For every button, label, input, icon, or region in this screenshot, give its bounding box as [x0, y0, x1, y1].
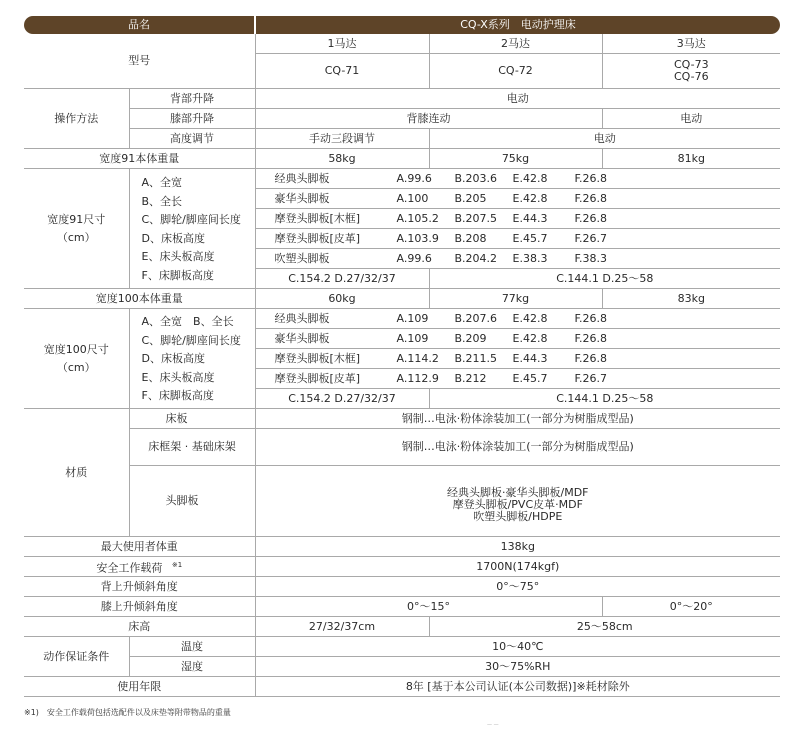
max-user-label: 最大使用者体重 [24, 537, 255, 557]
size100-cd-m1: C.154.2 D.27/32/37 [255, 389, 429, 409]
dim-f: F.26.8 [574, 311, 608, 325]
material-label: 材质 [24, 409, 129, 537]
dim-b: B.212 [454, 371, 487, 385]
board-name: 豪华头脚板 [274, 191, 330, 205]
safe-load-label-cell [24, 557, 255, 577]
bed-height-label: 床高 [24, 617, 255, 637]
cond-humid-label: 湿度 [129, 657, 255, 677]
weight91-m1: 58kg [255, 149, 429, 169]
dim-b: B.208 [454, 231, 487, 245]
lifespan-label: 使用年限 [24, 677, 255, 697]
material-bed-label: 床板 [129, 409, 255, 429]
dim-a: A.100 [396, 191, 429, 205]
size100-key: C、脚轮/脚座间长度 [141, 333, 241, 347]
material-bed-row [24, 409, 780, 429]
knee-angle-label: 膝上升倾斜角度 [24, 597, 255, 617]
dim-f: F.26.8 [574, 211, 608, 225]
dim-f: F.38.3 [574, 251, 608, 265]
op-back-label: 背部升降 [129, 89, 255, 109]
dim-e: E.42.8 [512, 191, 548, 205]
material-board-line: 经典头脚板·豪华头脚板/MDF [447, 486, 589, 499]
bed-height-row [24, 617, 780, 637]
board-name: 摩登头脚板[皮革] [274, 231, 361, 245]
size91-key: D、床板高度 [141, 231, 205, 245]
dim-e: E.44.3 [512, 351, 548, 365]
dim-a: A.103.9 [396, 231, 439, 245]
board-name: 摩登头脚板[木框] [274, 351, 361, 365]
weight91-m2: 75kg [429, 149, 602, 169]
op-height-m23: 电动 [429, 129, 780, 149]
dim-f: F.26.8 [574, 171, 608, 185]
safe-load-label: 安全工作载荷 [96, 561, 163, 575]
material-frame-label: 床框架 · 基础床架 [129, 429, 255, 466]
cond-humid-value: 30～75%RH [255, 657, 780, 677]
safe-load-row [24, 557, 780, 577]
material-board-line: 摩登头脚板/PVC皮革·MDF [452, 498, 583, 511]
size100-key: E、床头板高度 [141, 370, 215, 384]
bed-height-m1: 27/32/37cm [255, 617, 429, 637]
dim-e: E.42.8 [512, 171, 548, 185]
footnote: ※1) 安全工作载荷包括选配件以及床垫等附带物品的重量 [24, 708, 231, 717]
model-3a: CQ-73 [673, 58, 709, 71]
size100-label [24, 309, 129, 409]
size91-key: F、床脚板高度 [141, 268, 214, 282]
cond-humid-row [24, 657, 780, 677]
size91-key: A、全宽 [141, 176, 183, 189]
size100-key: A、全宽 B、全长 [141, 315, 234, 328]
material-board-label: 头脚板 [129, 466, 255, 537]
material-board-value [255, 466, 780, 537]
dim-f: F.26.7 [574, 231, 608, 245]
size91-dim-row [255, 249, 780, 269]
dim-a: A.114.2 [396, 351, 439, 365]
page-mark: — — [487, 722, 499, 728]
model-3 [602, 54, 780, 89]
model-label: 型号 [24, 34, 255, 89]
operation-label: 操作方法 [24, 89, 129, 149]
board-name: 经典头脚板 [274, 171, 330, 185]
size91-dim-row [255, 169, 780, 189]
size91-cd-m23: C.144.1 D.25～58 [429, 269, 780, 289]
bed-height-m23: 25～58cm [429, 617, 780, 637]
size91-keys [129, 169, 255, 289]
safe-load-mark: ※1 [171, 560, 183, 569]
size91-row [24, 169, 780, 189]
size91-dim-row [255, 229, 780, 249]
motor-row [24, 34, 780, 54]
size100-dim-row [255, 349, 780, 369]
size100-dim-row [255, 309, 780, 329]
dim-e: E.44.3 [512, 211, 548, 225]
size91-key: B、全长 [141, 194, 183, 208]
size91-label [24, 169, 129, 289]
weight100-label: 宽度100本体重量 [24, 289, 255, 309]
dim-b: B.209 [454, 331, 487, 345]
board-name: 豪华头脚板 [274, 331, 330, 345]
dim-b: B.203.6 [454, 171, 498, 185]
header-name-cell: 品名 [24, 16, 255, 34]
model-2: CQ-72 [429, 54, 602, 89]
op-height-m1: 手动三段调节 [255, 129, 429, 149]
material-bed-value: 钢制…电泳·粉体涂装加工(一部分为树脂成型品) [255, 409, 780, 429]
op-height-label: 高度调节 [129, 129, 255, 149]
dim-a: A.109 [396, 331, 429, 345]
board-name: 摩登头脚板[木框] [274, 211, 361, 225]
knee-angle-m12: 0°～15° [255, 597, 602, 617]
dim-b: B.204.2 [454, 251, 498, 265]
knee-angle-row [24, 597, 780, 617]
size100-key: F、床脚板高度 [141, 389, 214, 402]
dim-e: E.45.7 [512, 371, 548, 385]
motor-3: 3马达 [602, 34, 780, 54]
weight100-row [24, 289, 780, 309]
max-user-row [24, 537, 780, 557]
weight91-label: 宽度91本体重量 [24, 149, 255, 169]
header-row [24, 16, 780, 34]
cond-temp-row [24, 637, 780, 657]
op-knee-row [24, 109, 780, 129]
back-angle-row [24, 577, 780, 597]
dim-b: B.205 [454, 191, 487, 205]
safe-load-value: 1700N(174kgf) [255, 557, 780, 577]
op-knee-label: 膝部升降 [129, 109, 255, 129]
max-user-value: 138kg [255, 537, 780, 557]
op-knee-m3: 电动 [602, 109, 780, 129]
op-back-row [24, 89, 780, 109]
weight100-m1: 60kg [255, 289, 429, 309]
op-back-value: 电动 [255, 89, 780, 109]
dim-f: F.26.7 [574, 371, 608, 385]
size100-keys [129, 309, 255, 409]
material-frame-row [24, 429, 780, 466]
weight100-m2: 77kg [429, 289, 602, 309]
weight91-m3: 81kg [602, 149, 780, 169]
motor-1: 1马达 [255, 34, 429, 54]
op-height-row [24, 129, 780, 149]
dim-e: E.42.8 [512, 331, 548, 345]
size91-dim-row [255, 189, 780, 209]
model-3b: CQ-76 [673, 70, 709, 83]
dim-b: B.207.6 [454, 311, 498, 325]
cond-temp-label: 温度 [129, 637, 255, 657]
size100-row [24, 309, 780, 329]
dim-f: F.26.8 [574, 351, 608, 365]
material-frame-value: 钢制…电泳·粉体涂装加工(一部分为树脂成型品) [255, 429, 780, 466]
back-angle-value: 0°～75° [255, 577, 780, 597]
board-name: 摩登头脚板[皮革] [274, 371, 361, 385]
header-series-cell: CQ-X系列 电动护理床 [255, 16, 780, 34]
dim-a: A.109 [396, 311, 429, 325]
dim-f: F.26.8 [574, 331, 608, 345]
board-name: 吹塑头脚板 [274, 251, 330, 265]
dim-e: E.42.8 [512, 311, 548, 325]
size91-cd-m1: C.154.2 D.27/32/37 [255, 269, 429, 289]
conditions-label: 动作保证条件 [24, 637, 129, 677]
size100-label-2: （cm） [56, 360, 96, 374]
material-board-row [24, 466, 780, 537]
dim-e: E.45.7 [512, 231, 548, 245]
dim-b: B.211.5 [454, 351, 498, 365]
dim-a: A.105.2 [396, 211, 439, 225]
material-board-line: 吹塑头脚板/HDPE [473, 510, 563, 523]
knee-angle-m3: 0°～20° [602, 597, 780, 617]
dim-e: E.38.3 [512, 251, 548, 265]
size91-key: E、床头板高度 [141, 250, 215, 263]
size100-label-1: 宽度100尺寸 [43, 342, 109, 356]
motor-2: 2马达 [429, 34, 602, 54]
model-1: CQ-71 [255, 54, 429, 89]
dim-a: A.99.6 [396, 171, 432, 185]
lifespan-value: 8年 [基于本公司认证(本公司数据)]※耗材除外 [255, 677, 780, 697]
dim-a: A.99.6 [396, 251, 432, 265]
weight100-m3: 83kg [602, 289, 780, 309]
dim-b: B.207.5 [454, 211, 498, 225]
weight91-row [24, 149, 780, 169]
size100-key: D、床板高度 [141, 352, 205, 365]
size100-cd-m23: C.144.1 D.25～58 [429, 389, 780, 409]
size91-label-2: （cm） [56, 230, 96, 244]
size100-dim-row [255, 329, 780, 349]
size100-dim-row [255, 369, 780, 389]
spec-table [24, 16, 780, 697]
size91-label-1: 宽度91尺寸 [47, 212, 106, 226]
op-knee-m12: 背膝连动 [255, 109, 602, 129]
cond-temp-value: 10～40℃ [255, 637, 780, 657]
dim-f: F.26.8 [574, 191, 608, 205]
lifespan-row [24, 677, 780, 697]
back-angle-label: 背上升倾斜角度 [24, 577, 255, 597]
board-name: 经典头脚板 [274, 311, 330, 325]
dim-a: A.112.9 [396, 371, 439, 385]
size91-key: C、脚轮/脚座间长度 [141, 213, 241, 226]
size91-dim-row [255, 209, 780, 229]
